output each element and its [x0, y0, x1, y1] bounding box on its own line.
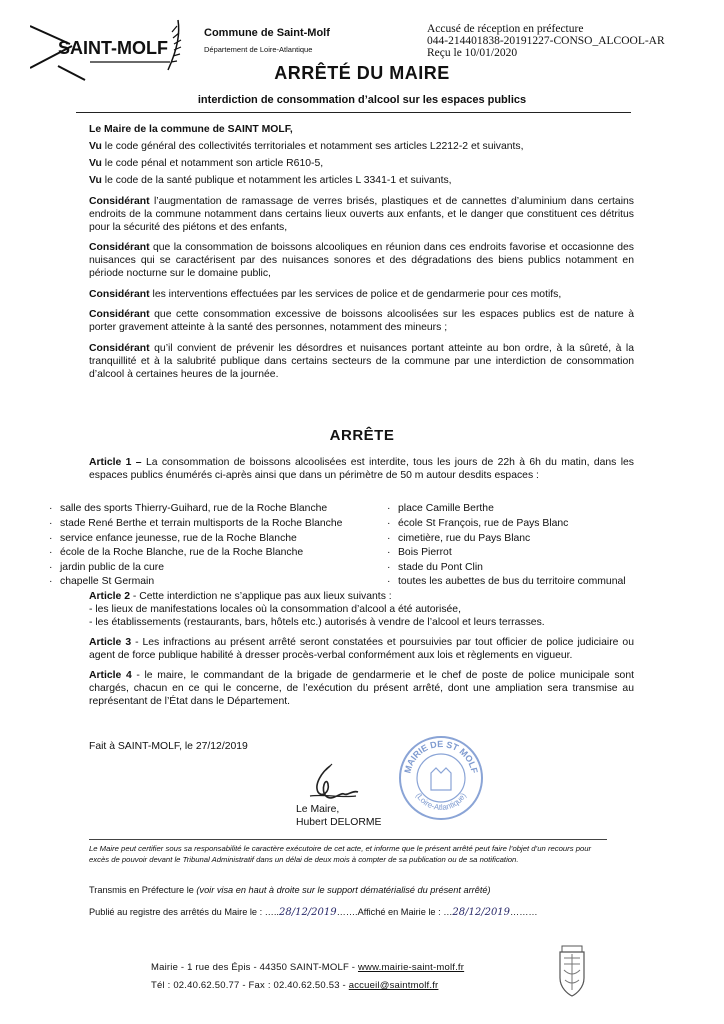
page-subtitle: interdiction de consommation d’alcool sur les espaces publics [197, 94, 527, 106]
logo-text: SAINT-MOLF [58, 38, 168, 58]
place-item: · école St François, rue de Pays Blanc [398, 518, 568, 530]
receipt-line-3: Reçu le 10/01/2020 [427, 47, 518, 59]
place-item: · stade du Pont Clin [398, 562, 483, 574]
departement-name: Département de Loire-Atlantique [204, 45, 313, 54]
signatory [296, 803, 381, 829]
footer-address: Mairie - 1 rue des Épis - 44350 SAINT-MOLF - www.mairie-saint-molf.fr [151, 962, 465, 973]
maire-intro: Le Maire de la commune de SAINT MOLF, [89, 124, 293, 135]
place-item: · salle des sports Thierry-Guihard, rue de la Roche Blanche [60, 503, 327, 515]
considerant-clause: Considérant que cette consommation excessive de boissons alcoolisées sur les espaces publics est de nature à porter gravement atteinte à la santé des personnes, notamment des mineurs ; [89, 309, 634, 333]
place-item: · place Camille Berthe [398, 503, 494, 515]
svg-text:(Loire-Atlantique): (Loire-Atlantique) [413, 791, 469, 813]
article-2: Article 2 - Cette interdiction ne s’applique pas aux lieux suivants : - les lieux de manifestations locales où la consommation d’alcool a été autorisée, - les établissements (restaurants, bars, hôtels etc.) autorisés à vendre de l’alcool et leurs terrasses. [89, 591, 545, 628]
header-divider [76, 112, 631, 113]
receipt-line-1: Accusé de réception en préfecture [427, 23, 584, 35]
vu-clause: Vu le code général des collectivités territoriales et notamment ses articles L2212-2 et suivants, [89, 141, 524, 152]
vu-clause: Vu le code de la santé publique et notamment les articles L 3341-1 et suivants, [89, 175, 452, 186]
transmission-line: Transmis en Préfecture le (voir visa en haut à droite sur le support dématérialisé du présent arrêté) [89, 885, 491, 895]
article-1: Article 1 – La consommation de boissons alcoolisées est interdite, tous les jours de 22h à 6h du matin, dans les espaces publics énumérés ci-après ainsi que dans un périmètre de 50 m autour desdits espaces : [89, 457, 634, 481]
commune-name: Commune de Saint-Molf [204, 27, 330, 39]
page-title: ARRÊTÉ DU MAIRE [274, 63, 450, 83]
considerant-clause: Considérant l’augmentation de ramassage de verres brisés, plastiques et de cannettes d’aluminium dans certains endroits de la commune notamment dans certains lieux ouverts aux enfants, et le danger que constituent ces détritus pour la sécurité des piétons et des enfants, [89, 195, 634, 233]
vu-clause: Vu le code pénal et notamment son article R610-5, [89, 158, 324, 169]
handwritten-signature [300, 762, 360, 807]
footer-contacts: Tél : 02.40.62.50.77 - Fax : 02.40.62.50.53 - accueil@saintmolf.fr [151, 980, 439, 991]
place-item: · service enfance jeunesse, rue de la Roche Blanche [60, 533, 297, 545]
receipt-line-2: 044-214401838-20191227-CONSO_ALCOOL-AR [427, 35, 665, 47]
article-4: Article 4 - le maire, le commandant de la brigade de gendarmerie et le chef de poste de police municipale sont chargés, chacun en ce qui le concerne, de l’exécution du présent arrêté, dont une ampliation sera transmise au représentant de l’État dans le Département. [89, 670, 634, 707]
email-link[interactable]: accueil@saintmolf.fr [348, 980, 439, 991]
place-item: · chapelle St Germain [60, 576, 154, 588]
place-item: · école de la Roche Blanche, rue de la Roche Blanche [60, 547, 303, 559]
mairie-seal-stamp [398, 735, 484, 821]
certification-note: Le Maire peut certifier sous sa responsabilité le caractère exécutoire de cet acte, et informe que le présent arrêté peut faire l’objet d’un recours pour excès de pouvoir devant le Tribunal Administratif dans un délai de deux mois à compter de sa publication ou de sa notification. [89, 844, 592, 864]
handwritten-display-date: 28/12/2019 [452, 907, 511, 918]
footer-divider [89, 839, 607, 840]
place-item: · toutes les aubettes de bus du territoire communal [398, 576, 626, 588]
website-link[interactable]: www.mairie-saint-molf.fr [357, 962, 465, 973]
articles [89, 590, 634, 715]
prefecture-receipt-stamp [427, 23, 665, 59]
considerant-clause: Considérant les interventions effectuées par les services de police et de gendarmerie pour ces motifs, [89, 288, 562, 300]
place-item: · stade René Berthe et terrain multisports de la Roche Blanche [60, 518, 342, 530]
signatory-name: Hubert DELORME [296, 817, 382, 828]
preamble [89, 123, 634, 388]
place-item: · jardin public de la cure [60, 562, 164, 574]
place-item: · Bois Pierrot [398, 547, 452, 559]
place-item: · cimetière, rue du Pays Blanc [398, 533, 530, 545]
fait-date: Fait à SAINT-MOLF, le 27/12/2019 [89, 741, 248, 752]
publication-line: Publié au registre des arrêtés du Maire le : …..28/12/2019…….Affiché en Mairie le : …28/12/2019……… [89, 907, 538, 918]
considerant-clause: Considérant qu’il convient de prévenir les désordres et nuisances portant atteinte au bon ordre, à la sûreté, à la tranquillité et à la salubrité publique dans certains secteurs de la commune par une interdiction de consommation d’alcool à certaines heures de la journée. [89, 342, 634, 380]
svg-text:MAIRIE DE ST MOLF: MAIRIE DE ST MOLF [402, 738, 480, 775]
article-3: Article 3 - Les infractions au présent arrêté seront constatées et poursuivies par tout officier de police judiciaire ou agent de force publique habilité à dresser procès-verbal conformément aux lois et règlements en vigueur. [89, 637, 634, 661]
handwritten-publication-date: 28/12/2019 [278, 907, 337, 918]
coat-of-arms-icon [554, 944, 590, 1002]
arrete-heading: ARRÊTE [329, 427, 395, 444]
considerant-clause: Considérant que la consommation de boissons alcooliques en réunion dans ces endroits favorise et occasionne des nuisances qui se caractérisent par des nuisances sonores et des dégradations des biens publics notamment en période nocturne sur le domaine public, [89, 242, 634, 279]
signatory-role: Le Maire, [296, 804, 340, 815]
